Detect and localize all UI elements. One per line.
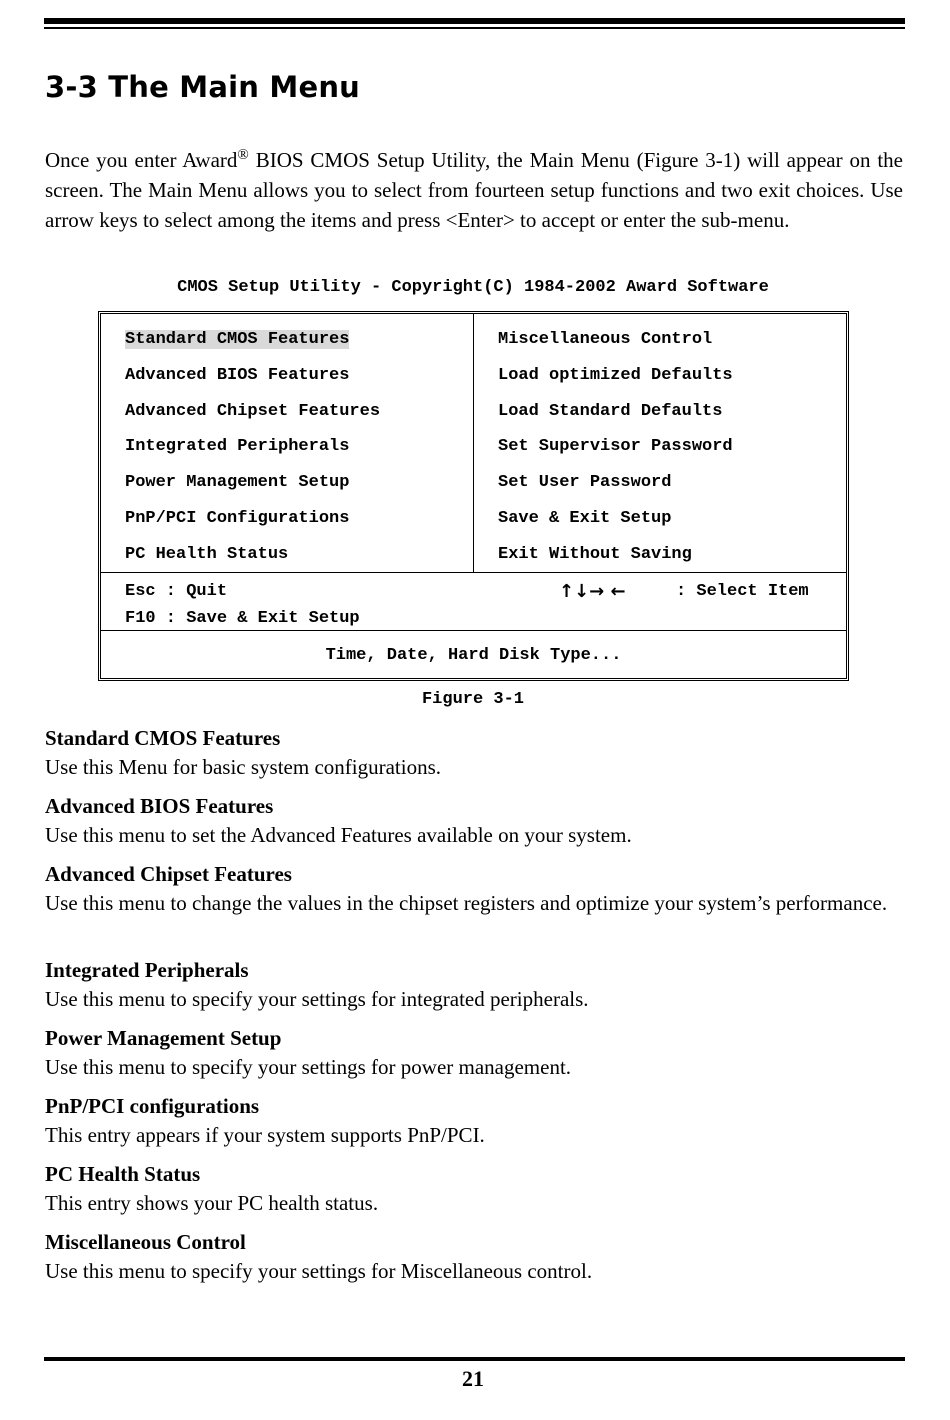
header-rule-thin	[44, 27, 905, 29]
bios-menu-item-load-standard: Load Standard Defaults	[498, 402, 723, 421]
desc-title-advanced-bios: Advanced BIOS Features	[45, 794, 274, 818]
bios-menu-item-user-password: Set User Password	[498, 473, 672, 492]
bios-menu-item-standard-cmos: Standard CMOS Features	[125, 330, 350, 349]
header-rule-thick	[44, 18, 905, 24]
bios-divider-top	[101, 572, 846, 573]
section-heading: 3-3 The Main Menu	[45, 70, 361, 104]
registered-mark: ®	[237, 147, 249, 163]
bios-help-hint: Time, Date, Hard Disk Type...	[325, 646, 622, 665]
bios-select-item-label: : Select Item	[676, 582, 809, 601]
desc-text-pc-health: This entry shows your PC health status.	[45, 1191, 379, 1215]
desc-text-pnp-pci: This entry appears if your system supports PnP/PCI.	[45, 1123, 485, 1147]
desc-title-pc-health: PC Health Status	[45, 1162, 201, 1186]
bios-menu-item-misc-control: Miscellaneous Control	[498, 330, 713, 349]
bios-divider-bottom	[101, 630, 846, 631]
bios-menu-item-save-exit: Save & Exit Setup	[498, 509, 672, 528]
bios-menu-item-power-management: Power Management Setup	[125, 473, 350, 492]
bios-menu-item-load-optimized: Load optimized Defaults	[498, 366, 733, 385]
desc-text-standard-cmos: Use this Menu for basic system configurations.	[45, 755, 442, 779]
desc-title-pnp-pci: PnP/PCI configurations	[45, 1094, 260, 1118]
bios-menu-right-column	[474, 314, 846, 572]
bios-menu-item-integrated-peripherals: Integrated Peripherals	[125, 437, 350, 456]
desc-text-advanced-chipset: Use this menu to change the values in the chipset registers and optimize your system’s performance.	[45, 891, 888, 915]
intro-text-start: Once you enter Award	[45, 148, 238, 172]
intro-paragraph	[45, 140, 903, 235]
bios-key-esc: Esc : Quit	[125, 582, 228, 601]
arrow-keys-icon: ↑↓→ ←	[559, 581, 626, 602]
desc-title-standard-cmos: Standard CMOS Features	[45, 726, 281, 750]
bios-menu-item-exit-without-saving: Exit Without Saving	[498, 545, 692, 564]
desc-title-advanced-chipset: Advanced Chipset Features	[45, 862, 292, 886]
desc-text-misc-control: Use this menu to specify your settings for Miscellaneous control.	[45, 1259, 593, 1283]
page-number: 21	[462, 1366, 484, 1391]
bios-menu-item-supervisor-password: Set Supervisor Password	[498, 437, 733, 456]
bios-menu-item-pc-health: PC Health Status	[125, 545, 289, 564]
bios-menu-left-column	[101, 314, 474, 572]
desc-title-integrated-peripherals: Integrated Peripherals	[45, 958, 249, 982]
desc-title-power-management: Power Management Setup	[45, 1026, 282, 1050]
desc-text-integrated-peripherals: Use this menu to specify your settings for integrated peripherals.	[45, 987, 589, 1011]
bios-key-f10: F10 : Save & Exit Setup	[125, 609, 360, 628]
bios-menu-item-advanced-chipset: Advanced Chipset Features	[125, 402, 381, 421]
desc-text-power-management: Use this menu to specify your settings for power management.	[45, 1055, 572, 1079]
bios-main-menu-figure	[98, 311, 849, 681]
desc-title-misc-control: Miscellaneous Control	[45, 1230, 246, 1254]
bios-menu-item-advanced-bios: Advanced BIOS Features	[125, 366, 350, 385]
bios-utility-title: CMOS Setup Utility - Copyright(C) 1984-2002 Award Software	[177, 278, 769, 297]
intro-text-end: BIOS CMOS Setup Utility, the Main Menu (Figure 3-1) will appear on the screen. The Main Menu allows you to select from fourteen setup functions and two exit choices. Use arrow keys to select among the items and press <Enter> to accept or enter the sub-menu.	[45, 148, 903, 232]
footer-rule	[44, 1357, 905, 1361]
figure-caption: Figure 3-1	[421, 690, 525, 709]
bios-menu-item-pnp-pci: PnP/PCI Configurations	[125, 509, 350, 528]
desc-text-advanced-bios: Use this menu to set the Advanced Features available on your system.	[45, 823, 632, 847]
